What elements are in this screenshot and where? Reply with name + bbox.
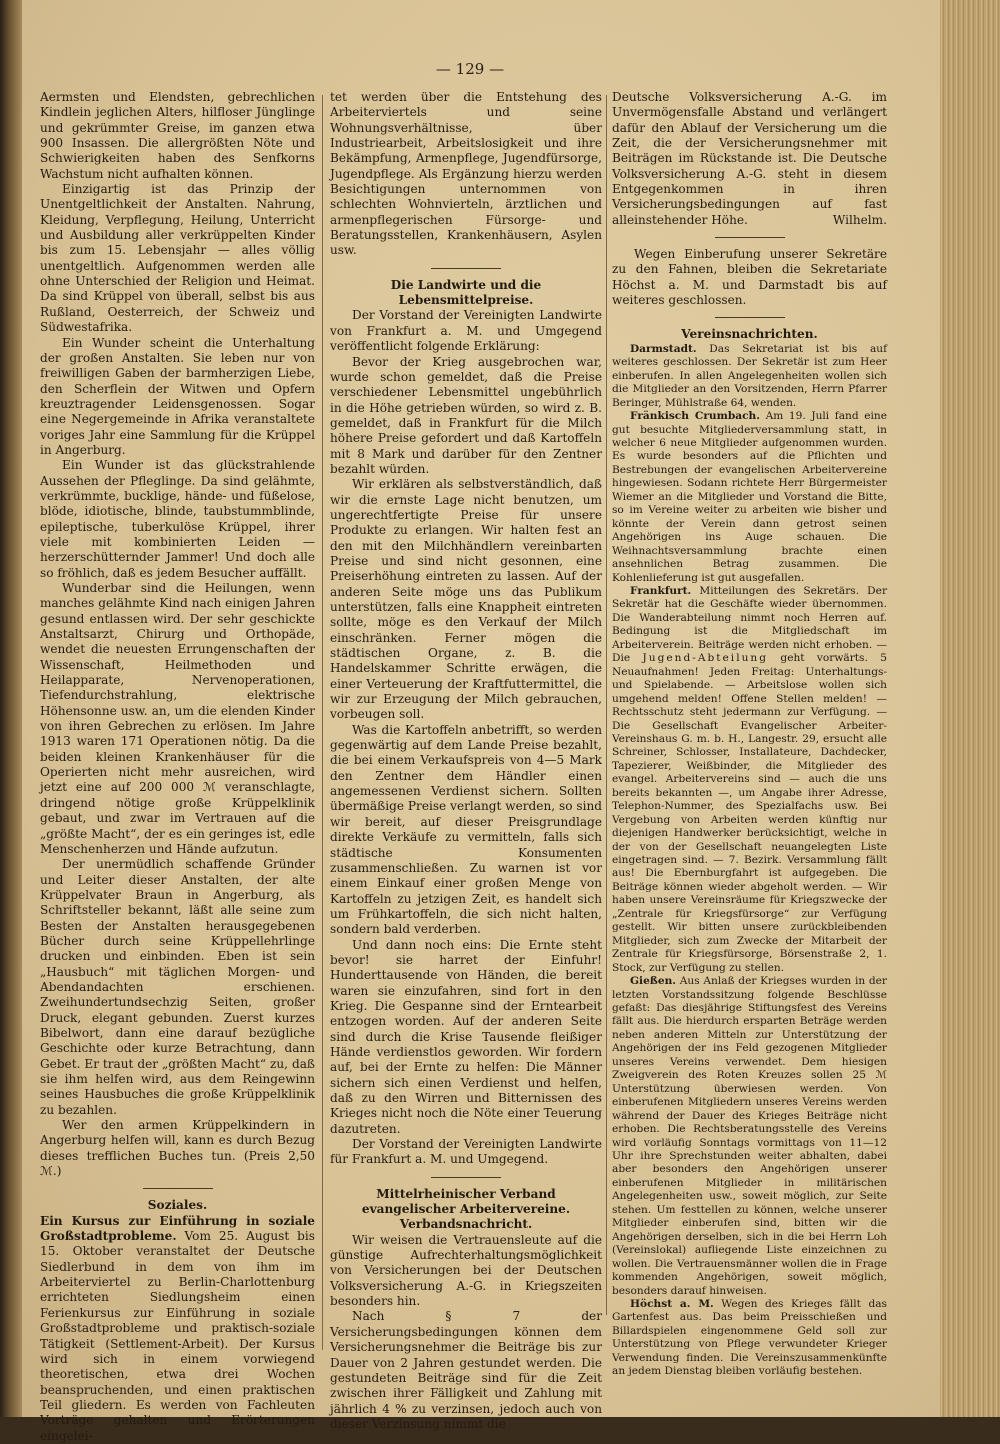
section-divider	[431, 268, 501, 269]
news-place: Frankfurt.	[630, 584, 692, 597]
paragraph	[40, 1214, 315, 1444]
paragraph: Wunderbar sind die Heilungen, wenn manches gelähmte Kind nach einigen Jahren gesund entlassen wird. Der sehr geschickte Anstaltsarzt, Chirurg und Orthopäde, wendet die neuesten Errungenschaften der Wissenschaft, Heilmethoden und Heilapparate, Nervenoperationen, Tiefendurchstrahlung, elektrische Höhensonne usw. an, um die elenden Kinder von ihren Gebrechen zu erlösen. Im Jahre 1913 waren 171 Operationen nötig. Da die beiden kleinen Krankenhäuser für die Operierten nicht mehr ausreichen, wird jetzt eine auf 200 000 ℳ veranschlagte, dringend nötige große Krüppelklinik gebaut, und zwar im Vertrauen auf die „größte Macht“, der es ein geringes ist, edle Menschenherzen und Hände aufzutun.	[40, 581, 315, 856]
section-divider	[715, 237, 785, 238]
article-lead: Ein Kursus zur Einführung in soziale Großstadtprobleme.	[40, 1213, 315, 1244]
news-text: Wegen des Krieges fällt das Gartenfest aus. Das beim Preisschießen und Billardspielen eingenommene Geld soll zur Unterstützung von Pflege verwundeter Krieger Verwendung finden. Die Vereinszusammenkünfte an jedem Dienstag bleiben vorläufig bestehen.	[612, 1297, 887, 1378]
paragraph	[612, 90, 887, 228]
paragraph: Der unermüdlich schaffende Gründer und Leiter dieser Anstalten, der alte Krüppelvater Braun in Angerburg, als Schriftsteller bekannt, läßt alle seine zum Besten der Anstalten herausgegebenen Bücher durch seine Krüppellehrlinge drucken und einbinden. Eben ist sein „Hausbuch“ mit täglichen Morgen- und Abendandachten erschienen. Zweihundertundsechzig Seiten, großer Druck, elegant gebunden. Zuerst kurzes Bibelwort, dann eine darauf bezügliche Geschichte oder kurze Betrachtung, dann Gebet. Er traut der „größten Macht“ zu, daß sie ihm helfen wird, aus dem Reingewinn seines Hausbuches die große Krüppelklinik zu bezahlen.	[40, 857, 315, 1117]
section-subheading: Verbandsnachricht.	[399, 1217, 533, 1232]
paragraph: Ein Wunder scheint die Unterhaltung der großen Anstalten. Sie leben nur von freiwilligen Gaben der barmherzigen Liebe, den Scherflein der Witwen und Opfern kreuztragender Leidensgenossen. Sogar eine Negergemeinde in Afrika veranstaltete voriges Jahr eine Sammlung für die Krüppel in Angerburg.	[40, 335, 315, 457]
news-spaced-text: Jugend-Abteilung	[642, 652, 769, 665]
paragraph: Der Vorstand der Vereinigten Landwirte von Frankfurt a. M. und Umgegend veröffentlicht folgende Erklärung:	[330, 308, 602, 354]
section-heading-landwirte: Die Landwirte und die Lebensmittelpreise.	[390, 277, 542, 308]
book-right-edge	[940, 0, 1000, 1417]
news-item	[612, 585, 887, 975]
column-right	[612, 90, 887, 1390]
news-place: Gießen.	[630, 975, 676, 988]
article-text: Deutsche Volksversicherung A.-G. im Unvermögensfalle Abstand und verlängert dafür den Ablauf der Versicherung um die Zeit, die der Versicherungsnehmer mit Beiträgen im Rückstande ist. Die Deutsche Volksversicherung A.-G. steht in diesem Entgegenkommen in ihren Versicherungsbedingungen auf fast alleinstehender Höhe.	[612, 90, 887, 227]
page-number: — 129 —	[435, 60, 505, 78]
section-heading-vereinsnachrichten: Vereinsnachrichten.	[681, 327, 818, 342]
column-middle	[330, 90, 602, 1431]
club-news	[612, 343, 887, 1379]
paragraph: Wir weisen die Vertrauensleute auf die günstige Aufrechterhaltungsmöglichkeit von Versicherungen bei der Deutschen Volksversicherung A.-G. in Kriegszeiten besonders hin.	[330, 1232, 602, 1309]
news-item	[612, 410, 887, 585]
section-heading-soziales: Soziales.	[147, 1198, 208, 1213]
news-place: Höchst a. M.	[630, 1297, 714, 1310]
news-text: Aus Anlaß der Kriegses wurden in der letzten Vorstandssitzung folgende Beschlüsse gefaßt: Das diesjährige Stiftungsfest des Vereins fällt aus. Die hierdurch ersparten Beträge werden neben anderen Mitteln zur Unterstützung der Angehörigen der ins Feld gezogenen Mitglieder unseres Vereins verwendet. Dem hiesigen Zweigverein des Roten Kreuzes sollen 25 ℳ Unterstützung überwiesen werden. Von einberufenen Mitgliedern unseres Vereins werden während der Dauer des Krieges Beiträge nicht erhoben. Die Rechtsberatungsstelle des Vereins wird vorläufig Sonntags vormittags von 11—12 Uhr ihre Sprechstunden weiter abhalten, dabei aber besonders den Angehörigen unserer einberufenen Mitglieder in militärischen Angelegenheiten usw., soweit möglich, zur Seite stehen. Um festtellen zu können, welche unserer Mitglieder einberufen sind, bitten wir die Angehörigen derselben, sich in die bei Herrn Loh (Vereinslokal) aufliegende Liste einzeichnen zu wollen. Die Vertrauensmänner wollen die in Frage kommenden Angehörigen, soweit möglich, besonders darauf hinweisen.	[612, 975, 887, 1297]
paragraph: tet werden über die Entstehung des Arbeiterviertels und seine Wohnungsverhältnisse, über Industriearbeit, Arbeitslosigkeit und ihre Bekämpfung, Armenpflege, Jugendfürsorge, Jugendpflege. Als Ergänzung hierzu werden Besichtigungen unternommen von schlechten Wohnvierteln, ärztlichen und armenpflegerischen Fürsorge- und Beratungsstellen, Krankenhäusern, Asylen usw.	[330, 90, 602, 258]
paragraph: Was die Kartoffeln anbetrifft, so werden gegenwärtig auf dem Lande Preise bezahlt, die bei einem Verkaufspreis von 4—5 Mark den Zentner dem Händler einen angemessenen Verdienst sichern. Sollten übermäßige Preise verlangt werden, so sind wir bereit, auf dieser Preisgrundlage direkte Verkäufe zu vermitteln, falls sich städtische Konsumenten zusammenschließen. Zu warnen ist vor einem Einkauf einer großen Menge von Kartoffeln zu jetzigen Zeit, es handelt sich um Frühkartoffeln, die sich nicht halten, sondern bald verderben.	[330, 722, 602, 937]
paragraph: Bevor der Krieg ausgebrochen war, wurde schon gemeldet, daß die Preise verschiedener Lebensmittel ungebührlich in die Höhe getrieben würden, so wird z. B. gemeldet, daß in Frankfurt für die Milch höhere Preise gefordert und daß Kartoffeln mit 8 Mark und darüber für den Zentner bezahlt würden.	[330, 354, 602, 476]
signature: Wilhelm.	[832, 212, 887, 227]
paragraph: Wer den armen Krüppelkindern in Angerburg helfen will, kann es durch Bezug dieses trefflichen Buches tun. (Preis 2,50 ℳ.)	[40, 1118, 315, 1179]
paragraph: Einzigartig ist das Prinzip der Unentgeltlichkeit der Anstalten. Nahrung, Kleidung, Verpflegung, Heilung, Unterricht und Ausbildung aller verkrüppelten Kinder bis zum 15. Lebensjahr — alles völlig unentgeltlich. Aufgenommen werden alle ohne Unterschied der Religion und Heimat. Da sind Krüppel von überall, selbst bis aus Rußland, Oesterreich, der Schweiz und Südwestafrika.	[40, 182, 315, 335]
section-divider	[431, 1177, 501, 1178]
paragraph: Und dann noch eins: Die Ernte steht bevor! sie harret der Einfuhr! Hunderttausende von Händen, die bereit waren sie einzufahren, sind fort in den Krieg. Die Gespanne sind der Erntearbeit entzogen worden. Auf der anderen Seite sind durch die Krise Tausende fleißiger Hände verdienstlos geworden. Wir fordern auf, bei der Ernte zu helfen: Die Männer sichern sich einen Verdienst und helfen, daß zu den Wirren und Bitternissen des Krieges nicht noch die Nöte einer Teuerung dazutreten.	[330, 937, 602, 1136]
news-item	[612, 975, 887, 1298]
section-heading-verband: Mittelrheinischer Verband evangelischer Arbeitervereine.	[361, 1186, 571, 1217]
paragraph: Ein Wunder ist das glückstrahlende Aussehen der Pfleglinge. Da sind gelähmte, verkrümmte, bucklige, hände- und füßelose, blöde, idiotische, blinde, taubstummblinde, epileptische, tuberkulöse Krüppel, ihrer viele mit kombinierten Leiden — herzerschütternder Jammer! Und doch alle so fröhlich, daß es jedem Besucher auffällt.	[40, 458, 315, 580]
news-text: Am 19. Juli fand eine gut besuchte Mitgliederversammlung statt, in welcher 6 neue Mitglieder aufgenommen wurden. Es wurde besonders auf die Pflichten und Bestrebungen der evangelischen Arbeitervereine hingewiesen. Sodann richtete Herr Bürgermeister Wiemer an die Mitglieder und Vorstand die Bitte, so im Vereine weiter zu arbeiten wie bisher und könnte der Verein dann getrost seinen Angehörigen ins Auge schauen. Die Weihnachtsversammlung brachte einen ansehnlichen Betrag zusammen. Die Kohlenlieferung ist gut ausgefallen.	[612, 410, 887, 584]
article-text: Vom 25. August bis 15. Oktober veranstaltet der Deutsche Siedlerbund in dem von ihm im Arbeiterviertel zu Berlin-Charlottenburg errichteten Siedlungsheim einen Ferienkursus zur Einführung in soziale Großstadtprobleme und praktisch-soziale Tätigkeit (Settlement-Arbeit). Der Kursus wird sich in einem vorwiegend theoretischen, etwa drei Wochen beanspruchenden, und einen praktischen Teil gliedern. Es werden von Fachleuten Vorträge gehalten und Erörterungen eingelei-	[40, 1229, 315, 1443]
news-item	[612, 1298, 887, 1379]
left-page-edge	[0, 0, 22, 1417]
news-text: geht vorwärts. 5 Neuaufnahmen! Jeden Freitag: Unterhaltungs- und Spielabende. — Arbeitslose wollen sich umgehend melden! Offene Stellen melden! — Rechtsschutz steht jedermann zur Verfügung. — Die Gesellschaft Evangelischer Arbeiter-Vereinshaus G. m. b. H., Langestr. 29, ersucht alle Schreiner, Schlosser, Installateure, Dachdecker, Tapezierer, Weißbinder, die Mitglieder des evangel. Arbeitervereins sind — auch die uns bereits bekannten —, um Angabe ihrer Adresse, Telephon-Nummer, des Spezialfachs usw. Bei Vergebung von Arbeiten werden künftig nur diejenigen Handwerker berücksichtigt, welche in der von der Gesellschaft neuangelegten Liste eingetragen sind. — 7. Bezirk. Versammlung fällt aus! Die Ebernburgfahrt ist aufgegeben. Die Beiträge können wieder abgeholt werden. — Wir haben unsere Vereinsräume für Kriegszwecke der „Zentrale für Kriegsfürsorge“ zur Verfügung gestellt. Wir bitten unsere zurückbleibenden Mitglieder, sich zum Zwecke der Mitarbeit der Zentrale für Kriegsfürsorge, Börsenstraße 2, 1. Stock, zur Verfügung zu stellen.	[612, 652, 887, 974]
column-rule	[606, 95, 607, 1315]
section-divider	[143, 1188, 213, 1189]
news-place: Darmstadt.	[630, 342, 697, 355]
paragraph: Nach § 7 der Versicherungsbedingungen können dem Versicherungsnehmer die Beiträge bis zur Dauer von 2 Jahren gestundet werden. Die gestundeten Beiträge sind für die Zeit zwischen ihrer Fälligkeit und Zahlung mit jährlich 4 % zu verzinsen, jedoch auch von dieser Verzinsung nimmt die	[330, 1309, 602, 1431]
section-divider	[715, 317, 785, 318]
column-rule	[322, 95, 323, 1350]
paragraph: Wir erklären als selbstverständlich, daß wir die ernste Lage nicht benutzen, um ungerechtfertigte Preise für unsere Produkte zu erlangen. Wir halten fest an den mit den Milchhändlern vereinbarten Preise und sind nicht gesonnen, eine Preiserhöhung eintreten zu lassen. Auf der anderen Seite möge uns das Publikum unterstützen, falls eine Knappheit eintreten sollte, möge es den Verkauf der Milch einschränken. Ferner mögen die städtischen Organe, z. B. die Handelskammer Schritte erwägen, die einer Verteuerung der Kraftfuttermittel, die wir zur Erzeugung der Milch gebrauchen, vorbeugen soll.	[330, 477, 602, 722]
column-left	[40, 90, 315, 1443]
paragraph: Aermsten und Elendsten, gebrechlichen Kindlein jeglichen Alters, hilfloser Jünglinge und gekrümmter Greise, im ganzen etwa 900 Insassen. Die allergrößten Nöte und Schwierigkeiten haben des Senfkorns Wachstum nicht aufhalten können.	[40, 90, 315, 181]
paragraph: Wegen Einberufung unserer Sekretäre zu den Fahnen, bleiben die Sekretariate Höchst a. M. und Darmstadt bis auf weiteres geschlossen.	[612, 247, 887, 308]
paragraph: Der Vorstand der Vereinigten Landwirte für Frankfurt a. M. und Umgegend.	[330, 1137, 602, 1167]
news-place: Fränkisch Crumbach.	[630, 410, 760, 423]
news-text: Mitteilungen des Sekretärs. Der Sekretär hat die Geschäfte wieder übernommen. Die Wanderabteilung nimmt noch Herren auf. Bedingung ist die Mitgliedschaft im Arbeiterverein. Beiträge werden nicht erhoben. — Die	[612, 584, 888, 665]
news-text: Das Sekretariat ist bis auf weiteres geschlossen. Der Sekretär ist zum Heer einberufen. In allen Angelegenheiten wollen sich die Mitglieder an den Vorsitzenden, Herrn Pfarrer Beringer, Mühlstraße 64, wenden.	[612, 342, 887, 409]
news-item	[612, 343, 887, 410]
